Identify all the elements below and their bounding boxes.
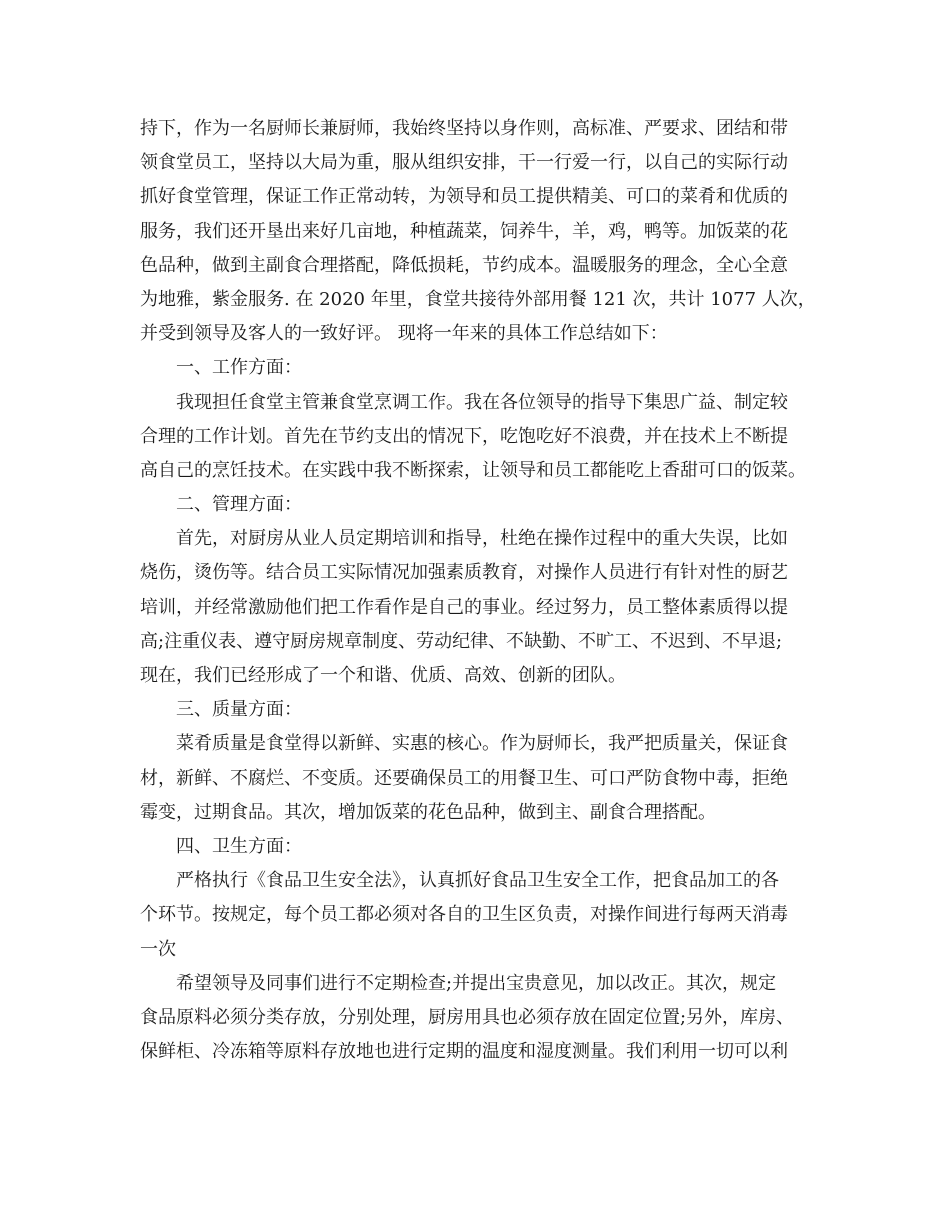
text-line: 色品种，做到主副食合理搭配，降低损耗，节约成本。温暖服务的理念，全心全意 bbox=[140, 254, 788, 276]
text-line: 一、工作方面： bbox=[176, 357, 302, 379]
text-line: 首先，对厨房从业人员定期培训和指导，杜绝在操作过程中的重大失误，比如 bbox=[176, 528, 788, 550]
document-body bbox=[140, 112, 820, 1069]
text-line: 现在，我们已经形成了一个和谐、优质、高效、创新的团队。 bbox=[140, 665, 626, 686]
text-line: 烧伤，烫伤等。结合员工实际情况加强素质教育，对操作人员进行有针对性的厨艺 bbox=[140, 562, 788, 584]
text-line: 菜肴质量是食堂得以新鲜、实惠的核心。作为厨师长，我严把质量关，保证食 bbox=[176, 733, 788, 755]
text-line: 食品原料必须分类存放，分别处理，厨房用具也必须存放在固定位置;另外，库房、 bbox=[140, 1006, 795, 1028]
text-line: 高自己的烹饪技术。在实践中我不断探索，让领导和员工都能吃上香甜可口的饭菜。 bbox=[140, 459, 806, 481]
text-line: 二、管理方面： bbox=[176, 494, 302, 516]
text-line: 服务，我们还开垦出来好几亩地，种植蔬菜，饲养牛，羊，鸡，鸭等。加饭菜的花 bbox=[140, 220, 788, 242]
text-line: 四、卫生方面： bbox=[176, 835, 302, 857]
text-line: 领食堂员工，坚持以大局为重，服从组织安排，干一行爱一行，以自己的实际行动 bbox=[140, 152, 788, 174]
text-line: 合理的工作计划。首先在节约支出的情况下，吃饱吃好不浪费，并在技术上不断提 bbox=[140, 425, 788, 447]
text-line: 材，新鲜、不腐烂、不变质。还要确保员工的用餐卫生、可口严防食物中毒，拒绝 bbox=[140, 767, 788, 789]
text-line: 高;注重仪表、遵守厨房规章制度、劳动纪律、不缺勤、不旷工、不迟到、不早退; bbox=[140, 630, 783, 652]
text-line: 并受到领导及客人的一致好评。 现将一年来的具体工作总结如下： bbox=[140, 323, 668, 345]
text-line: 培训，并经常激励他们把工作看作是自己的事业。经过努力，员工整体素质得以提 bbox=[140, 596, 788, 618]
text-line: 三、质量方面： bbox=[176, 699, 302, 721]
text-line: 抓好食堂管理，保证工作正常动转，为领导和员工提供精美、可口的菜肴和优质的 bbox=[140, 186, 788, 208]
text-line: 霉变，过期食品。其次，增加饭菜的花色品种，做到主、副食合理搭配。 bbox=[140, 801, 716, 823]
text-line: 我现担任食堂主管兼食堂烹调工作。我在各位领导的指导下集思广益、制定较 bbox=[176, 391, 788, 413]
text-line: 持下，作为一名厨师长兼厨师，我始终坚持以身作则，高标准、严要求、团结和带 bbox=[140, 118, 788, 139]
text-line: 个环节。按规定，每个员工都必须对各自的卫生区负责，对操作间进行每两天消毒 bbox=[140, 904, 788, 926]
text-line: 保鲜柜、冷冻箱等原料存放地也进行定期的温度和湿度测量。我们利用一切可以利 bbox=[140, 1041, 788, 1063]
text-line: 希望领导及同事们进行不定期检查;并提出宝贵意见，加以改正。其次，规定 bbox=[176, 972, 777, 994]
text-line: 一次 bbox=[140, 938, 176, 960]
text-line: 严格执行《食品卫生安全法》，认真抓好食品卫生安全工作，把食品加工的各 bbox=[176, 870, 779, 892]
text-line: 为地雅，紫金服务. 在 2020 年里，食堂共接待外部用餐 121 次，共计 1077 人次， bbox=[140, 288, 816, 310]
